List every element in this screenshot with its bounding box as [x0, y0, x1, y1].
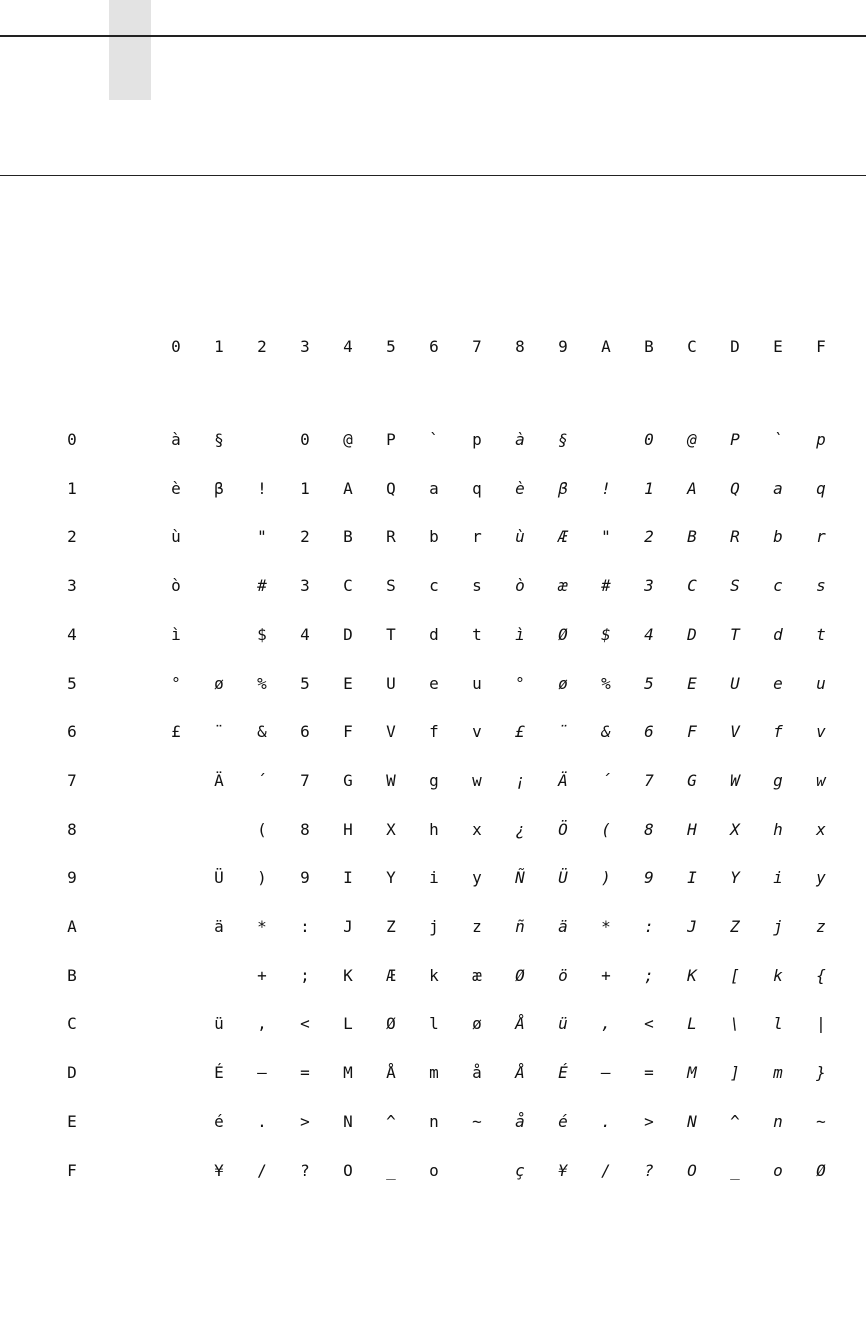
- table-cell: e: [429, 674, 439, 693]
- table-cell: ¨: [214, 722, 224, 741]
- table-cell: 5: [300, 674, 310, 693]
- table-cell: F: [343, 722, 353, 741]
- row-header: A: [67, 917, 77, 936]
- table-cell: {: [816, 966, 826, 985]
- table-cell: w: [816, 771, 826, 790]
- table-cell: F: [687, 722, 697, 741]
- section-rule: [0, 175, 866, 176]
- table-cell: Q: [730, 479, 740, 498]
- table-cell: /: [257, 1161, 267, 1180]
- table-cell: ¡: [515, 771, 525, 790]
- row-header: E: [67, 1112, 77, 1131]
- table-cell: ": [601, 527, 611, 546]
- table-cell: å: [515, 1112, 525, 1131]
- table-cell: G: [343, 771, 353, 790]
- table-cell: d: [429, 625, 439, 644]
- table-cell: p: [472, 430, 482, 449]
- table-cell: Å: [515, 1063, 525, 1082]
- table-cell: ?: [644, 1161, 654, 1180]
- table-cell: \: [730, 1014, 740, 1033]
- table-cell: <: [300, 1014, 310, 1033]
- table-cell: o: [429, 1161, 439, 1180]
- column-header: 6: [429, 337, 439, 356]
- table-cell: ): [601, 868, 611, 887]
- table-cell: D: [343, 625, 353, 644]
- column-header: 2: [257, 337, 267, 356]
- table-cell: M: [687, 1063, 697, 1082]
- table-cell: q: [472, 479, 482, 498]
- table-cell: v: [472, 722, 482, 741]
- table-cell: }: [816, 1063, 826, 1082]
- table-cell: ä: [214, 917, 224, 936]
- table-cell: β: [558, 479, 568, 498]
- table-cell: >: [644, 1112, 654, 1131]
- table-cell: K: [343, 966, 353, 985]
- table-cell: ø: [558, 674, 568, 693]
- table-cell: S: [730, 576, 740, 595]
- table-cell: Y: [730, 868, 740, 887]
- table-cell: k: [429, 966, 439, 985]
- table-cell: 3: [644, 576, 654, 595]
- table-cell: 4: [644, 625, 654, 644]
- table-cell: ": [257, 527, 267, 546]
- table-cell: y: [816, 868, 826, 887]
- table-cell: +: [257, 966, 267, 985]
- table-cell: Z: [386, 917, 396, 936]
- table-cell: t: [816, 625, 826, 644]
- table-cell: à: [515, 430, 525, 449]
- table-cell: L: [343, 1014, 353, 1033]
- table-cell: a: [429, 479, 439, 498]
- table-cell: B: [343, 527, 353, 546]
- table-cell: ^: [730, 1112, 740, 1131]
- row-header: 2: [67, 527, 77, 546]
- header-rule: [0, 35, 866, 37]
- table-cell: Ü: [214, 868, 224, 887]
- table-cell: è: [171, 479, 181, 498]
- table-cell: Z: [730, 917, 740, 936]
- table-cell: .: [257, 1112, 267, 1131]
- table-cell: 9: [300, 868, 310, 887]
- row-header: 4: [67, 625, 77, 644]
- row-header: 1: [67, 479, 77, 498]
- table-cell: =: [300, 1063, 310, 1082]
- table-cell: Y: [386, 868, 396, 887]
- table-cell: Ø: [558, 625, 568, 644]
- table-cell: *: [601, 917, 611, 936]
- table-cell: ü: [214, 1014, 224, 1033]
- table-cell: s: [472, 576, 482, 595]
- table-cell: ¨: [558, 722, 568, 741]
- table-cell: Æ: [558, 527, 568, 546]
- table-cell: E: [343, 674, 353, 693]
- table-cell: °: [171, 674, 181, 693]
- table-cell: e: [773, 674, 783, 693]
- column-header: B: [644, 337, 654, 356]
- table-cell: n: [773, 1112, 783, 1131]
- row-header: D: [67, 1063, 77, 1082]
- table-cell: i: [429, 868, 439, 887]
- table-cell: &: [601, 722, 611, 741]
- table-cell: !: [257, 479, 267, 498]
- table-cell: 7: [300, 771, 310, 790]
- page-tab: [109, 0, 151, 100]
- table-cell: _: [386, 1161, 396, 1180]
- table-cell: B: [687, 527, 697, 546]
- table-cell: l: [773, 1014, 783, 1033]
- table-cell: X: [386, 820, 396, 839]
- table-cell: 1: [644, 479, 654, 498]
- table-cell: ´: [601, 771, 611, 790]
- table-cell: I: [343, 868, 353, 887]
- table-cell: #: [601, 576, 611, 595]
- table-cell: ;: [300, 966, 310, 985]
- table-cell: @: [687, 430, 697, 449]
- table-cell: U: [386, 674, 396, 693]
- table-cell: 8: [300, 820, 310, 839]
- table-cell: ì: [515, 625, 525, 644]
- table-cell: R: [386, 527, 396, 546]
- table-cell: ]: [730, 1063, 740, 1082]
- table-cell: g: [429, 771, 439, 790]
- table-cell: |: [816, 1014, 826, 1033]
- table-cell: V: [386, 722, 396, 741]
- row-header: 6: [67, 722, 77, 741]
- table-cell: `: [429, 430, 439, 449]
- table-cell: Ü: [558, 868, 568, 887]
- row-header: 7: [67, 771, 77, 790]
- table-cell: A: [343, 479, 353, 498]
- table-cell: §: [214, 430, 224, 449]
- column-header: 9: [558, 337, 568, 356]
- table-cell: –: [257, 1063, 267, 1082]
- table-cell: /: [601, 1161, 611, 1180]
- table-cell: J: [687, 917, 697, 936]
- table-cell: P: [386, 430, 396, 449]
- table-cell: i: [773, 868, 783, 887]
- table-cell: j: [773, 917, 783, 936]
- table-cell: è: [515, 479, 525, 498]
- table-cell: ø: [214, 674, 224, 693]
- table-cell: 2: [300, 527, 310, 546]
- table-cell: C: [343, 576, 353, 595]
- table-cell: m: [773, 1063, 783, 1082]
- row-header: 0: [67, 430, 77, 449]
- table-cell: o: [773, 1161, 783, 1180]
- table-cell: _: [730, 1161, 740, 1180]
- row-header: B: [67, 966, 77, 985]
- table-cell: q: [816, 479, 826, 498]
- table-cell: $: [257, 625, 267, 644]
- table-cell: X: [730, 820, 740, 839]
- table-cell: é: [214, 1112, 224, 1131]
- table-cell: $: [601, 625, 611, 644]
- table-cell: !: [601, 479, 611, 498]
- table-cell: 0: [300, 430, 310, 449]
- table-cell: (: [257, 820, 267, 839]
- column-header: E: [773, 337, 783, 356]
- table-cell: U: [730, 674, 740, 693]
- table-cell: æ: [472, 966, 482, 985]
- table-cell: ò: [515, 576, 525, 595]
- table-cell: à: [171, 430, 181, 449]
- table-cell: H: [687, 820, 697, 839]
- table-cell: ä: [558, 917, 568, 936]
- table-cell: W: [730, 771, 740, 790]
- table-cell: Ø: [816, 1161, 826, 1180]
- table-cell: =: [644, 1063, 654, 1082]
- table-cell: w: [472, 771, 482, 790]
- table-cell: V: [730, 722, 740, 741]
- column-header: 5: [386, 337, 396, 356]
- table-cell: C: [687, 576, 697, 595]
- table-cell: Ø: [386, 1014, 396, 1033]
- table-cell: £: [515, 722, 525, 741]
- table-cell: 9: [644, 868, 654, 887]
- table-cell: I: [687, 868, 697, 887]
- table-cell: 6: [300, 722, 310, 741]
- table-cell: ö: [558, 966, 568, 985]
- table-cell: P: [730, 430, 740, 449]
- table-cell: g: [773, 771, 783, 790]
- table-cell: Ä: [558, 771, 568, 790]
- table-cell: z: [816, 917, 826, 936]
- table-cell: d: [773, 625, 783, 644]
- table-cell: n: [429, 1112, 439, 1131]
- table-cell: 1: [300, 479, 310, 498]
- table-cell: ù: [171, 527, 181, 546]
- table-cell: ¥: [214, 1161, 224, 1180]
- table-cell: b: [429, 527, 439, 546]
- table-cell: Æ: [386, 966, 396, 985]
- table-cell: É: [214, 1063, 224, 1082]
- table-cell: j: [429, 917, 439, 936]
- table-cell: t: [472, 625, 482, 644]
- table-cell: s: [816, 576, 826, 595]
- table-cell: *: [257, 917, 267, 936]
- table-cell: ,: [601, 1014, 611, 1033]
- table-cell: ;: [644, 966, 654, 985]
- table-cell: [: [730, 966, 740, 985]
- table-cell: x: [816, 820, 826, 839]
- table-cell: é: [558, 1112, 568, 1131]
- table-cell: 5: [644, 674, 654, 693]
- table-cell: K: [687, 966, 697, 985]
- table-cell: u: [472, 674, 482, 693]
- table-cell: Ñ: [515, 868, 525, 887]
- table-cell: å: [472, 1063, 482, 1082]
- table-cell: y: [472, 868, 482, 887]
- table-cell: 8: [644, 820, 654, 839]
- column-header: 7: [472, 337, 482, 356]
- table-cell: £: [171, 722, 181, 741]
- table-cell: J: [343, 917, 353, 936]
- table-cell: r: [816, 527, 826, 546]
- table-cell: +: [601, 966, 611, 985]
- table-cell: 7: [644, 771, 654, 790]
- table-cell: :: [300, 917, 310, 936]
- table-cell: f: [429, 722, 439, 741]
- table-cell: &: [257, 722, 267, 741]
- table-cell: L: [687, 1014, 697, 1033]
- table-cell: c: [429, 576, 439, 595]
- table-cell: M: [343, 1063, 353, 1082]
- table-cell: Å: [515, 1014, 525, 1033]
- table-cell: D: [687, 625, 697, 644]
- table-cell: x: [472, 820, 482, 839]
- table-cell: æ: [558, 576, 568, 595]
- table-cell: ç: [515, 1161, 525, 1180]
- table-cell: T: [386, 625, 396, 644]
- table-cell: ~: [816, 1112, 826, 1131]
- table-cell: c: [773, 576, 783, 595]
- table-cell: °: [515, 674, 525, 693]
- table-cell: `: [773, 430, 783, 449]
- table-cell: O: [343, 1161, 353, 1180]
- table-cell: ø: [472, 1014, 482, 1033]
- table-cell: k: [773, 966, 783, 985]
- row-header: 9: [67, 868, 77, 887]
- table-cell: a: [773, 479, 783, 498]
- table-cell: Q: [386, 479, 396, 498]
- table-cell: §: [558, 430, 568, 449]
- table-cell: z: [472, 917, 482, 936]
- table-cell: >: [300, 1112, 310, 1131]
- table-cell: m: [429, 1063, 439, 1082]
- row-header: C: [67, 1014, 77, 1033]
- column-header: F: [816, 337, 826, 356]
- table-cell: ~: [472, 1112, 482, 1131]
- table-cell: f: [773, 722, 783, 741]
- column-header: D: [730, 337, 740, 356]
- table-cell: ì: [171, 625, 181, 644]
- table-cell: b: [773, 527, 783, 546]
- column-header: C: [687, 337, 697, 356]
- table-cell: Å: [386, 1063, 396, 1082]
- table-cell: %: [257, 674, 267, 693]
- table-cell: 4: [300, 625, 310, 644]
- table-cell: v: [816, 722, 826, 741]
- table-cell: O: [687, 1161, 697, 1180]
- table-cell: ù: [515, 527, 525, 546]
- table-cell: ò: [171, 576, 181, 595]
- table-cell: W: [386, 771, 396, 790]
- table-cell: (: [601, 820, 611, 839]
- table-cell: –: [601, 1063, 611, 1082]
- table-cell: h: [429, 820, 439, 839]
- row-header: F: [67, 1161, 77, 1180]
- table-cell: S: [386, 576, 396, 595]
- column-header: 0: [171, 337, 181, 356]
- column-header: 3: [300, 337, 310, 356]
- row-header: 3: [67, 576, 77, 595]
- table-cell: Ö: [558, 820, 568, 839]
- column-header: 1: [214, 337, 224, 356]
- table-cell: .: [601, 1112, 611, 1131]
- table-cell: %: [601, 674, 611, 693]
- table-cell: ): [257, 868, 267, 887]
- table-cell: H: [343, 820, 353, 839]
- table-cell: ñ: [515, 917, 525, 936]
- table-cell: h: [773, 820, 783, 839]
- table-cell: N: [687, 1112, 697, 1131]
- column-header: A: [601, 337, 611, 356]
- table-cell: ¿: [515, 820, 525, 839]
- column-header: 8: [515, 337, 525, 356]
- table-cell: G: [687, 771, 697, 790]
- table-cell: A: [687, 479, 697, 498]
- table-cell: R: [730, 527, 740, 546]
- row-header: 5: [67, 674, 77, 693]
- table-cell: r: [472, 527, 482, 546]
- table-cell: <: [644, 1014, 654, 1033]
- table-cell: :: [644, 917, 654, 936]
- table-cell: N: [343, 1112, 353, 1131]
- table-cell: 3: [300, 576, 310, 595]
- table-cell: ^: [386, 1112, 396, 1131]
- table-cell: p: [816, 430, 826, 449]
- table-cell: 6: [644, 722, 654, 741]
- table-cell: T: [730, 625, 740, 644]
- table-cell: 2: [644, 527, 654, 546]
- column-header: 4: [343, 337, 353, 356]
- row-header: 8: [67, 820, 77, 839]
- table-cell: 0: [644, 430, 654, 449]
- table-cell: ,: [257, 1014, 267, 1033]
- table-cell: u: [816, 674, 826, 693]
- table-cell: É: [558, 1063, 568, 1082]
- table-cell: ´: [257, 771, 267, 790]
- table-cell: β: [214, 479, 224, 498]
- table-cell: @: [343, 430, 353, 449]
- table-cell: Ä: [214, 771, 224, 790]
- table-cell: ü: [558, 1014, 568, 1033]
- table-cell: Ø: [515, 966, 525, 985]
- table-cell: ?: [300, 1161, 310, 1180]
- table-cell: #: [257, 576, 267, 595]
- table-cell: l: [429, 1014, 439, 1033]
- table-cell: E: [687, 674, 697, 693]
- table-cell: ¥: [558, 1161, 568, 1180]
